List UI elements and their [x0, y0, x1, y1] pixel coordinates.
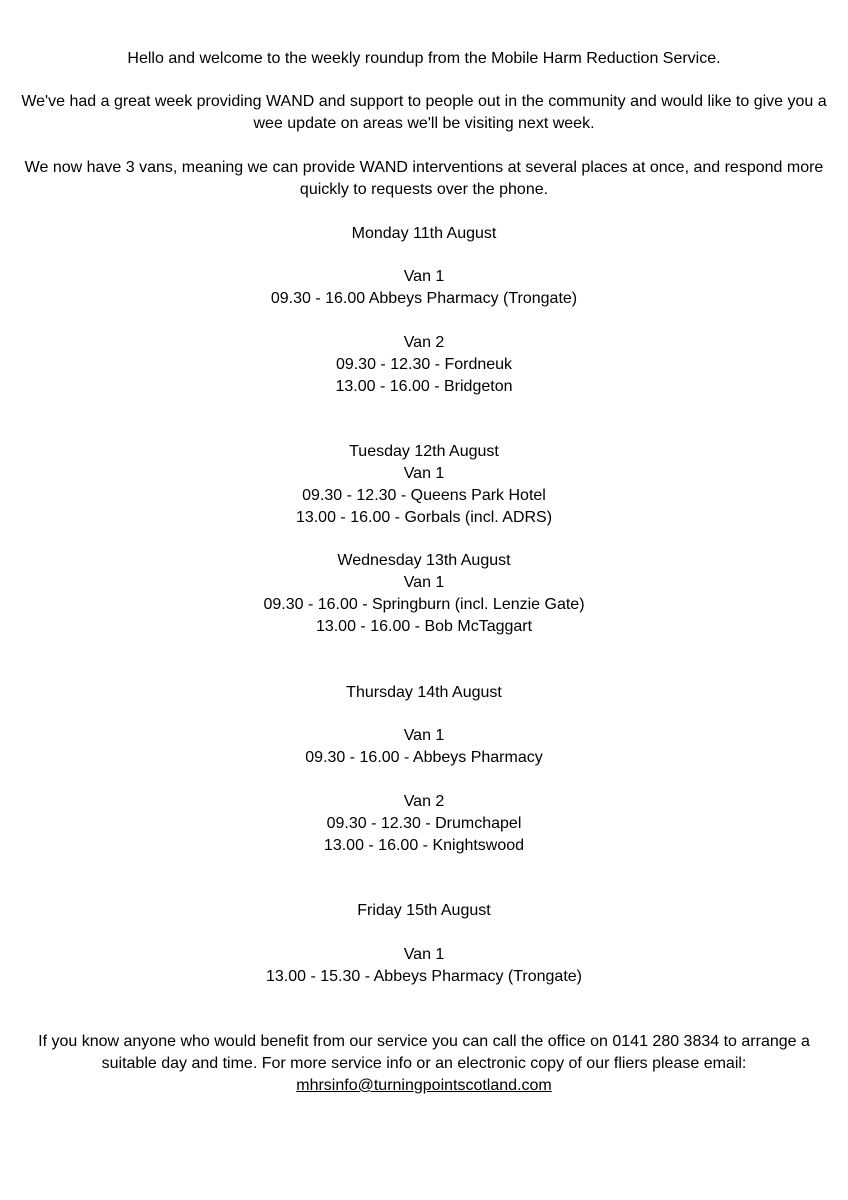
monday-van2-label: Van 2: [403, 334, 445, 351]
tuesday-van1-label: Van 1: [403, 465, 445, 482]
wednesday-van1-label: Van 1: [403, 574, 445, 591]
thursday-van2-label: Van 2: [403, 793, 445, 810]
intro-greeting: Hello and welcome to the weekly roundup from the Mobile Harm Reduction Service.: [127, 50, 721, 67]
friday-heading: Friday 15th August: [357, 902, 491, 919]
tuesday-van1-slot-2: 13.00 - 16.00 - Gorbals (incl. ADRS): [295, 509, 553, 526]
contact-email-row: [16, 1075, 832, 1097]
contact-line-2: suitable day and time. For more service info or an electronic copy of our fliers please email:: [101, 1055, 747, 1072]
friday-van1-slot-1: 13.00 - 15.30 - Abbeys Pharmacy (Trongate): [265, 968, 582, 985]
monday-van2-slot-2: 13.00 - 16.00 - Bridgeton: [335, 378, 513, 395]
thursday-heading: Thursday 14th August: [346, 684, 502, 701]
wednesday-van1-slot-2: 13.00 - 16.00 - Bob McTaggart: [315, 618, 533, 635]
intro-update-line-1: We've had a great week providing WAND and support to people out in the community and would like to give you a: [21, 93, 827, 110]
contact-line-1: If you know anyone who would benefit from our service you can call the office on 0141 280 3834 to arrange a: [38, 1033, 810, 1050]
monday-van1-slot-1: 09.30 - 16.00 Abbeys Pharmacy (Trongate): [270, 290, 578, 307]
thursday-van1-slot-1: 09.30 - 16.00 - Abbeys Pharmacy: [305, 749, 543, 766]
intro-vans-line-2: quickly to requests over the phone.: [299, 181, 549, 198]
thursday-van2-slot-1: 09.30 - 12.30 - Drumchapel: [326, 815, 522, 832]
monday-heading: Monday 11th August: [351, 225, 497, 242]
monday-van2-slot-1: 09.30 - 12.30 - Fordneuk: [335, 356, 513, 373]
tuesday-heading: Tuesday 12th August: [349, 443, 499, 460]
thursday-van2-slot-2: 13.00 - 16.00 - Knightswood: [323, 837, 525, 854]
tuesday-van1-slot-1: 09.30 - 12.30 - Queens Park Hotel: [302, 487, 546, 504]
intro-update-line-2: wee update on areas we'll be visiting next week.: [253, 115, 595, 132]
intro-vans-line-1: We now have 3 vans, meaning we can provide WAND interventions at several places at once, and respond more: [24, 159, 824, 176]
contact-email-link[interactable]: mhrsinfo@turningpointscotland.com: [296, 1077, 552, 1094]
monday-van1-label: Van 1: [403, 268, 445, 285]
wednesday-van1-slot-1: 09.30 - 16.00 - Springburn (incl. Lenzie Gate): [263, 596, 585, 613]
thursday-van1-label: Van 1: [403, 727, 445, 744]
friday-van1-label: Van 1: [403, 946, 445, 963]
wednesday-heading: Wednesday 13th August: [337, 552, 511, 569]
